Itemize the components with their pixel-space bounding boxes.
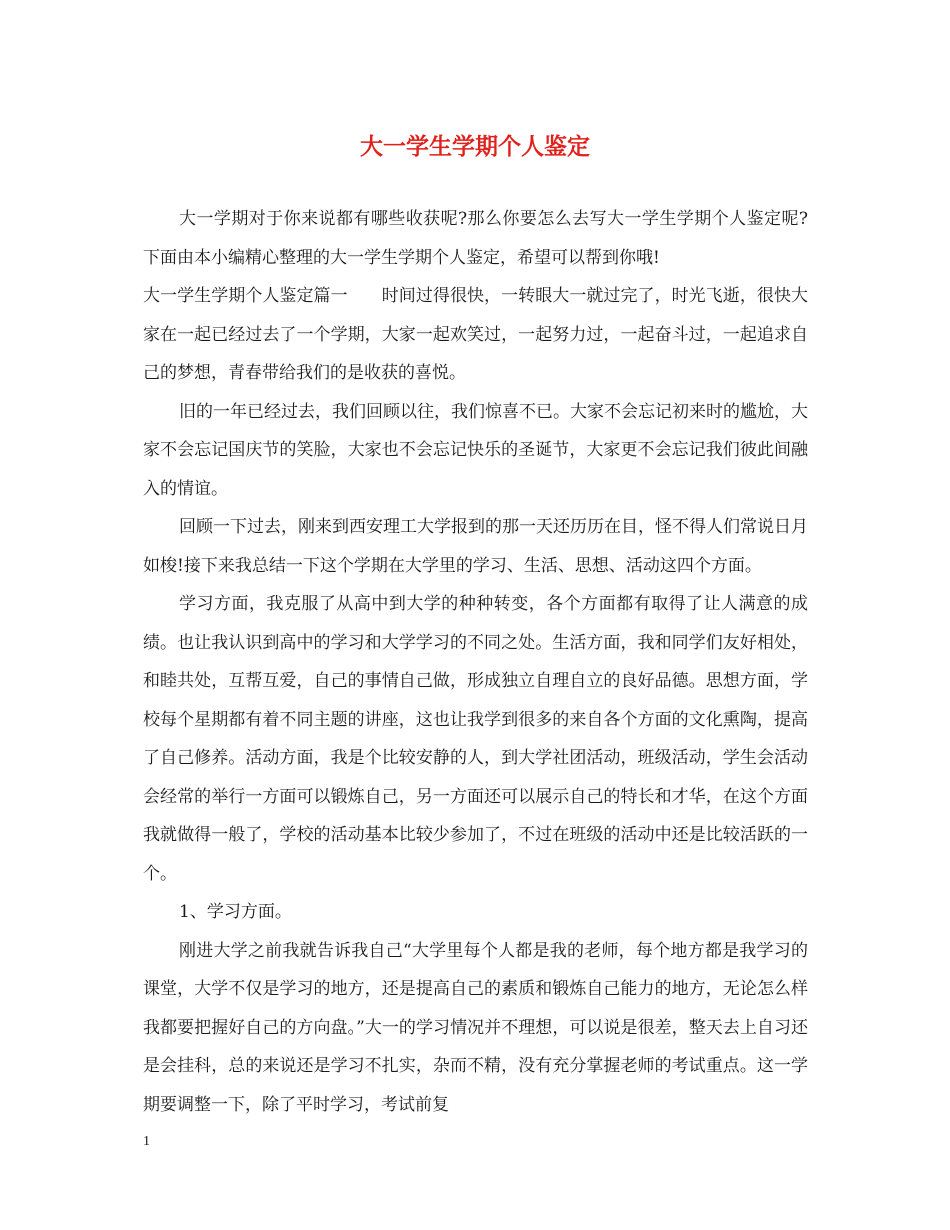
paragraph-past-year: 旧的一年已经过去，我们回顾以往，我们惊喜不已。大家不会忘记初来时的尴尬，大家不会忘记国庆节的笑脸，大家也不会忘记快乐的圣诞节，大家更不会忘记我们彼此间融入的情谊。 [143,401,808,499]
paragraph-summary: 学习方面，我克服了从高中到大学的种种转变，各个方面都有取得了让人满意的成绩。也让我认识到高中的学习和大学学习的不同之处。生活方面，我和同学们友好相处，和睦共处，互帮互爱，自己的事情自己做，形成独立自理自立的良好品德。思想方面，学校每个星期都有着不同主题的讲座，这也让我学到很多的来自各个方面的文化熏陶，提高了自己修养。活动方面，我是个比较安静的人，到大学社团活动，班级活动，学生会活动会经常的举行一方面可以锻炼自己，另一方面还可以展示自己的特长和才华，在这个方面我就做得一般了，学校的活动基本比较少参加了，不过在班级的活动中还是比较活跃的一个。 [143,594,808,884]
paragraph-intro: 大一学期对于你来说都有哪些收获呢?那么你要怎么去写大一学生学期个人鉴定呢?下面由本小编精心整理的大一学生学期个人鉴定，希望可以帮到你哦! [143,209,808,268]
paragraph-study-heading: 1、学习方面。 [179,902,292,922]
page-number: 1 [143,1134,150,1149]
paragraph-review: 回顾一下过去，刚来到西安理工大学报到的那一天还历历在目，怪不得人们常说日月如梭!接下来我总结一下这个学期在大学里的学习、生活、思想、活动这四个方面。 [143,517,808,576]
paragraph-study-detail: 刚进大学之前我就告诉我自己“大学里每个人都是我的老师，每个地方都是我学习的课堂，大学不仅是学习的地方，还是提高自己的素质和锻炼自己能力的地方，无论怎么样我都要把握好自己的方向盘。”大一的学习情况并不理想，可以说是很差，整天去上自习还是会挂科，总的来说还是学习不扎实，杂而不精，没有充分掌握老师的考试重点。这一学期要调整一下，除了平时学习，考试前复 [143,940,808,1115]
document-title: 大一学生学期个人鉴定 [360,133,590,160]
paragraph-section-one: 大一学生学期个人鉴定篇一 时间过得很快，一转眼大一就过完了，时光飞逝，很快大家在一起已经过去了一个学期，大家一起欢笑过，一起努力过，一起奋斗过，一起追求自己的梦想，青春带给我们的是收获的喜悦。 [143,286,808,383]
document-body [143,200,808,1124]
